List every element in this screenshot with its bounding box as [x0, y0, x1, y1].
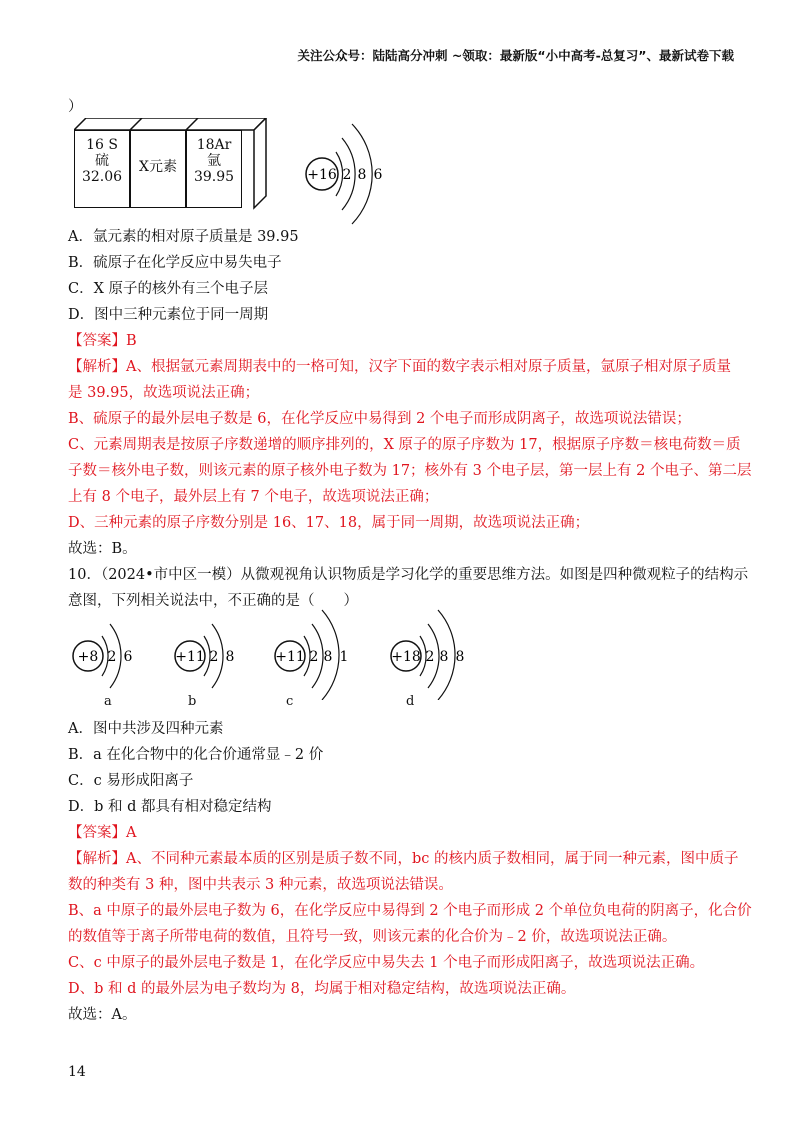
cell-argon-mass: 39.95 [193, 169, 235, 185]
cell-x-element [130, 130, 186, 208]
analysis-line: 子数＝核外电子数，则该元素的原子核外电子数为 17；核外有 3 个电子层，第一层上有 2 个电子、第二层 [68, 463, 752, 479]
particle-b-structure [170, 618, 250, 698]
shell-count-1: 2 [425, 649, 435, 665]
page-header: 关注公众号：陆陆高分冲刺 ~领取：最新版“小中高考-总复习”、最新试卷下载 [297, 48, 734, 63]
analysis-line: 数的种类有 3 种，图中共表示 3 种元素，故选项说法错误。 [68, 877, 453, 893]
shell-count-3: 8 [455, 649, 465, 665]
shell-count-1: 2 [309, 649, 319, 665]
conclusion: 故选：A。 [68, 1007, 137, 1023]
analysis-line: D、b 和 d 的最外层为电子数均为 8，均属于相对稳定结构，故选项说法正确。 [68, 981, 576, 997]
nucleus-charge: +16 [307, 167, 337, 183]
shell-count-1: 2 [107, 649, 117, 665]
nucleus-charge: +18 [391, 649, 421, 665]
nucleus-charge: +8 [77, 649, 99, 665]
answer-label: 【答案】A [68, 825, 137, 841]
question-tail: ） [68, 99, 83, 115]
cell-argon-number: 18Ar [196, 137, 232, 153]
particle-d-label: d [406, 694, 415, 709]
cell-argon-name: 氩 [207, 153, 221, 169]
analysis-line: B、硫原子的最外层电子数是 6，在化学反应中易得到 2 个电子而形成阴离子，故选项说法错误； [68, 411, 691, 427]
shell-count-2: 8 [439, 649, 449, 665]
shell-count-2: 8 [323, 649, 333, 665]
shell-count-3: 1 [339, 649, 349, 665]
question-stem: 意图，下列相关说法中，不正确的是（ ） [68, 593, 358, 609]
particle-d-structure [386, 604, 476, 700]
option-a: A．氩元素的相对原子质量是 39.95 [68, 229, 299, 245]
cell-argon [186, 130, 242, 208]
shell-count-2: 8 [225, 649, 235, 665]
particle-c-structure [270, 604, 360, 700]
particle-c-label: c [286, 694, 294, 709]
option-c: C．X 原子的核外有三个电子层 [68, 281, 269, 297]
question-stem: 10．（2024•市中区一模）从微观视角认识物质是学习化学的重要思维方法。如图是四种微观粒子的结构示 [68, 567, 749, 583]
page-number: 14 [68, 1064, 86, 1080]
shell-count-2: 8 [357, 167, 367, 183]
cell-sulfur [74, 130, 130, 208]
particle-a-structure [68, 618, 148, 698]
shell-count-1: 2 [342, 167, 352, 183]
cell-sulfur-name: 硫 [95, 153, 109, 169]
cell-sulfur-number: 16 S [86, 137, 118, 153]
analysis-line: B、a 中原子的最外层电子数为 6，在化学反应中易得到 2 个电子而形成 2 个单位负电荷的阴离子，化合价 [68, 903, 752, 919]
answer-label: 【答案】B [68, 333, 137, 349]
option-a: A．图中共涉及四种元素 [68, 721, 224, 737]
option-d: D．b 和 d 都具有相对稳定结构 [68, 799, 272, 815]
analysis-line: C、元素周期表是按原子序数递增的顺序排列的，X 原子的原子序数为 17，根据原子序数＝核电荷数＝质 [68, 437, 741, 453]
analysis-line: 上有 8 个电子，最外层上有 7 个电子，故选项说法正确； [68, 489, 439, 505]
analysis-line: C、c 中原子的最外层电子数是 1，在化学反应中易失去 1 个电子而形成阳离子，故选项说法正确。 [68, 955, 705, 971]
option-d: D．图中三种元素位于同一周期 [68, 307, 269, 323]
cell-sulfur-mass: 32.06 [81, 169, 123, 185]
cell-x-label: X元素 [139, 159, 177, 175]
nucleus-charge: +11 [275, 649, 305, 665]
shell-count-2: 6 [123, 649, 133, 665]
option-b: B．a 在化合物中的化合价通常显﹣2 价 [68, 747, 324, 763]
particle-b-label: b [188, 694, 197, 709]
particle-a-label: a [104, 694, 112, 709]
analysis-line: 是 39.95，故选项说法正确； [68, 385, 260, 401]
analysis-line: 的数值等于离子所带电荷的数值，且符号一致，则该元素的化合价为﹣2 价，故选项说法正确。 [68, 929, 677, 945]
nucleus-charge: +11 [175, 649, 205, 665]
option-b: B．硫原子在化学反应中易失电子 [68, 255, 282, 271]
analysis-line: 【解析】A、根据氩元素周期表中的一格可知，汉字下面的数字表示相对原子质量，氩原子相对原子质量 [68, 359, 731, 375]
option-c: C．c 易形成阳离子 [68, 773, 194, 789]
shell-count-1: 2 [209, 649, 219, 665]
analysis-line: 【解析】A、不同种元素最本质的区别是质子数不同，bc 的核内质子数相同，属于同一种元素，图中质子 [68, 851, 739, 867]
conclusion: 故选：B。 [68, 541, 137, 557]
atom-structure-x [300, 118, 400, 230]
analysis-line: D、三种元素的原子序数分别是 16、17、18，属于同一周期，故选项说法正确； [68, 515, 590, 531]
shell-count-3: 6 [373, 167, 383, 183]
